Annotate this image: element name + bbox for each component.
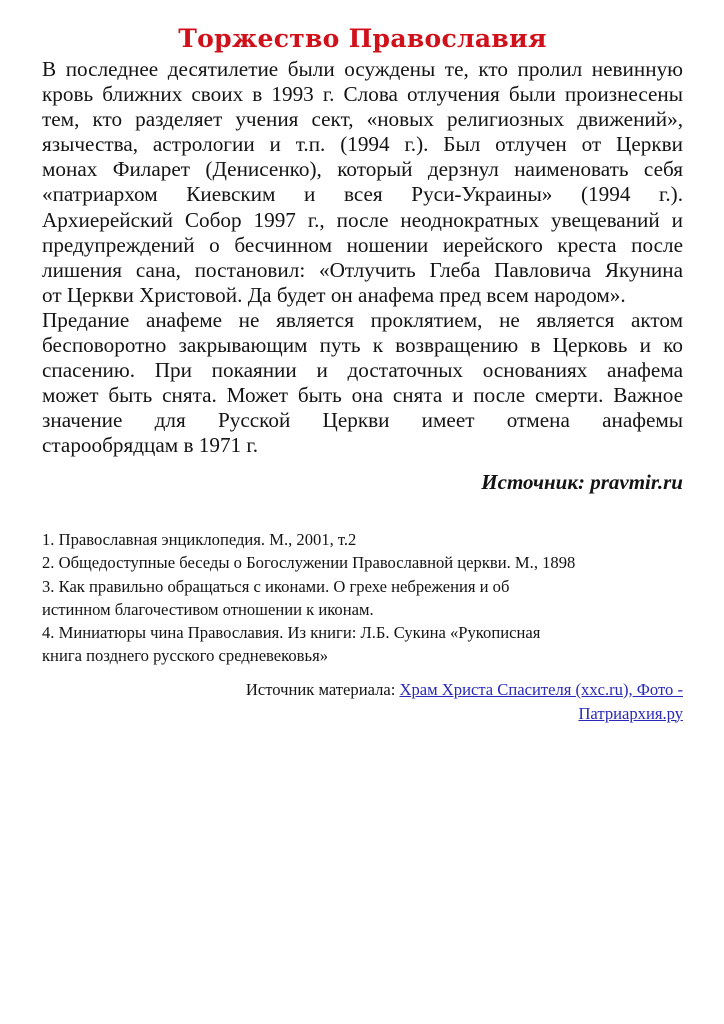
material-source: [246, 678, 683, 725]
material-source-link[interactable]: Храм Христа Спасителя (xxc.ru), Фото -: [399, 680, 683, 699]
reference-item-continuation: истинном благочестивом отношении к иконам.: [42, 599, 374, 619]
body-line: «патриархом Киевским и всея Руси-Украины» (1994 г.).: [42, 182, 683, 207]
body-line: предупреждений о бесчинном ношении иерейского креста после: [42, 232, 683, 257]
body-line: значение для Русской Церкви имеет отмена анафемы: [42, 408, 683, 433]
body-line: тем, кто разделяет учения сект, «новых религиозных движений»,: [42, 107, 683, 132]
body-line: старообрядцам в 1971 г.: [42, 433, 259, 458]
reference-item: 4. Миниатюры чина Православия. Из книги: Л.Б. Сукина «Рукописная: [42, 623, 541, 643]
body-line: язычества, астрологии и т.п. (1994 г.). Был отлучен от Церкви: [42, 132, 683, 157]
body-paragraphs: [42, 57, 683, 459]
body-line: Архиерейский Собор 1997 г., после неоднократных увещеваний и: [42, 207, 683, 232]
body-line: кровь ближних своих в 1993 г. Слова отлучения были произнесены: [42, 82, 683, 107]
body-line: монах Филарет (Денисенко), который дерзнул наименовать себя: [42, 157, 683, 182]
references-list: [42, 528, 683, 668]
body-line: может быть снята. Может быть она снята и после смерти. Важное: [42, 383, 683, 408]
material-source-link-continuation[interactable]: Патриархия.ру: [578, 703, 683, 723]
body-line: от Церкви Христовой. Да будет он анафема пред всем народом».: [42, 282, 626, 307]
body-line: В последнее десятилетие были осуждены те, кто пролил невинную: [42, 57, 683, 81]
body-line: спасению. При покаянии и достаточных основаниях анафема: [42, 358, 683, 383]
reference-item: 3. Как правильно обращаться с иконами. О грехе небрежения и об: [42, 576, 510, 596]
material-source-line-1: [246, 678, 683, 702]
page-title: Торжество Православия: [178, 24, 547, 53]
material-source-line-2: [246, 702, 683, 726]
reference-item: 2. Общедоступные беседы о Богослужении Православной церкви. М., 1898: [42, 553, 576, 573]
reference-item-continuation: книга позднего русского средневековья»: [42, 646, 329, 666]
material-source-label: Источник материала:: [245, 680, 400, 699]
body-line: лишения сана, постановил: «Отлучить Глеба Павловича Якунина: [42, 257, 683, 282]
source-credit: Источник: pravmir.ru: [481, 470, 683, 494]
body-line: бесповоротно закрывающим путь к возвращению в Церковь и ко: [42, 333, 683, 358]
reference-item: 1. Православная энциклопедия. М., 2001, т.2: [42, 530, 357, 549]
body-line: Предание анафеме не является проклятием, не является актом: [42, 307, 683, 332]
